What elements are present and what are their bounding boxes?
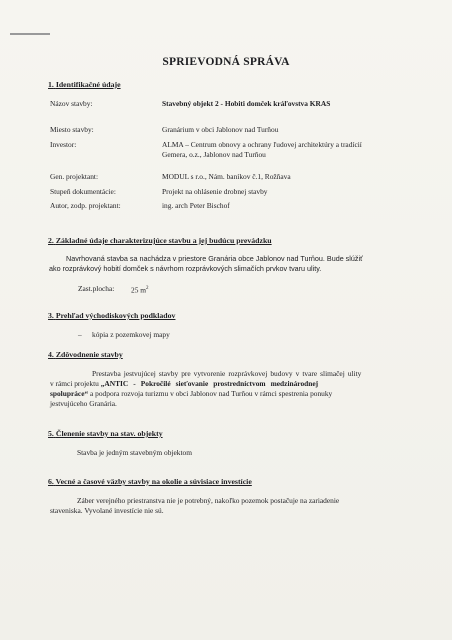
project-antic-name: „ANTIC - Pokročilé sieťovanie prostredníctvom medzinárodnej: [100, 379, 319, 388]
list-dash: –: [78, 330, 82, 339]
document-title: SPRIEVODNÁ SPRÁVA: [162, 56, 290, 68]
section-2-title: Základné údaje charakterizujúce stavbu a jej budúcu prevádzku: [55, 236, 272, 245]
label-general-designer: Gen. projektant:: [50, 172, 99, 181]
label-location: Miesto stavby:: [50, 125, 94, 134]
section-5-number: 5.: [48, 429, 54, 438]
section-3-heading: [48, 311, 175, 320]
value-project-name: Stavebný objekt 2 - Hobiti domček kráľovstva KRAS: [162, 99, 331, 108]
label-doc-stage: Stupeň dokumentácie:: [50, 187, 116, 196]
section-4-title: Zdôvodnenie stavby: [55, 350, 123, 359]
project-antic-name-end: spolupráce“: [50, 389, 89, 398]
section-2-line-1: Navrhovaná stavba sa nachádza v priestore Granária obce Jablonov nad Turňou. Bude slúžiť: [66, 254, 363, 263]
section-4-line-2: [50, 379, 318, 389]
label-investor: Investor:: [50, 140, 77, 149]
section-6-title: Vecné a časové väzby stavby na okolie a súvisiace investície: [55, 477, 252, 486]
value-investor-line2: Gemera, o.z., Jablonov nad Turňou: [162, 150, 266, 159]
section-4-line-3-rest: a podpora rozvoja turizmu v obci Jablonov nad Turňou v rámci spestrenia ponuky: [88, 389, 333, 398]
section-6-line-1: Záber verejného priestranstva nie je potrebný, nakoľko pozemok postačuje na zariadenie: [77, 496, 340, 505]
section-1-number: 1.: [48, 80, 54, 89]
section-1-title: Identifikačné údaje: [55, 80, 121, 89]
built-area-value: [131, 284, 149, 295]
section-3-number: 3.: [48, 311, 54, 320]
section-6-number: 6.: [48, 477, 54, 486]
section-5-text: Stavba je jedným stavebným objektom: [77, 448, 192, 457]
section-4-line-2-pre: v rámci projektu: [50, 379, 101, 388]
section-2-line-2: ako rozprávkový hobití domček s návrhom rozprávkových slimačích prvkov tvaru ulity.: [49, 264, 322, 273]
value-general-designer: MODUL s r.o., Nám. baníkov č.1, Rožňava: [162, 172, 291, 181]
value-doc-stage: Projekt na ohlásenie drobnej stavby: [162, 187, 268, 196]
scan-mark: [10, 33, 50, 35]
built-area-number: 25 m: [131, 285, 146, 295]
section-5-heading: [48, 429, 163, 438]
value-location: Granárium v obci Jablonov nad Turňou: [162, 125, 279, 134]
section-6-line-2: staveniska. Vyvolané investície nie sú.: [50, 506, 164, 515]
section-6-heading: [48, 477, 252, 486]
label-author: Autor, zodp. projektant:: [50, 201, 121, 210]
section-3-title: Prehľad východiskových podkladov: [55, 311, 176, 320]
section-4-number: 4.: [48, 350, 54, 359]
value-author: ing. arch Peter Bischof: [162, 201, 230, 210]
value-investor: ALMA – Centrum obnovy a ochrany ľudovej architektúry a tradícií: [162, 140, 362, 149]
section-3-item: kópia z pozemkovej mapy: [92, 330, 170, 339]
built-area-label: Zast.plocha:: [78, 284, 115, 293]
section-4-line-1: Prestavba jestvujúcej stavby pre vytvorenie rozprávkovej budovy v tvare slimačej ulity: [92, 369, 362, 378]
built-area-unit-sup: 2: [146, 286, 149, 291]
label-project-name: Názov stavby:: [50, 99, 93, 108]
section-2-number: 2.: [48, 236, 54, 245]
section-5-title: Členenie stavby na stav. objekty: [55, 429, 163, 438]
section-4-line-3: [50, 389, 332, 399]
section-1-heading: [48, 80, 121, 89]
section-4-line-4: jestvujúceho Granária.: [50, 399, 117, 408]
section-2-heading: [48, 236, 272, 245]
section-4-heading: [48, 350, 123, 359]
